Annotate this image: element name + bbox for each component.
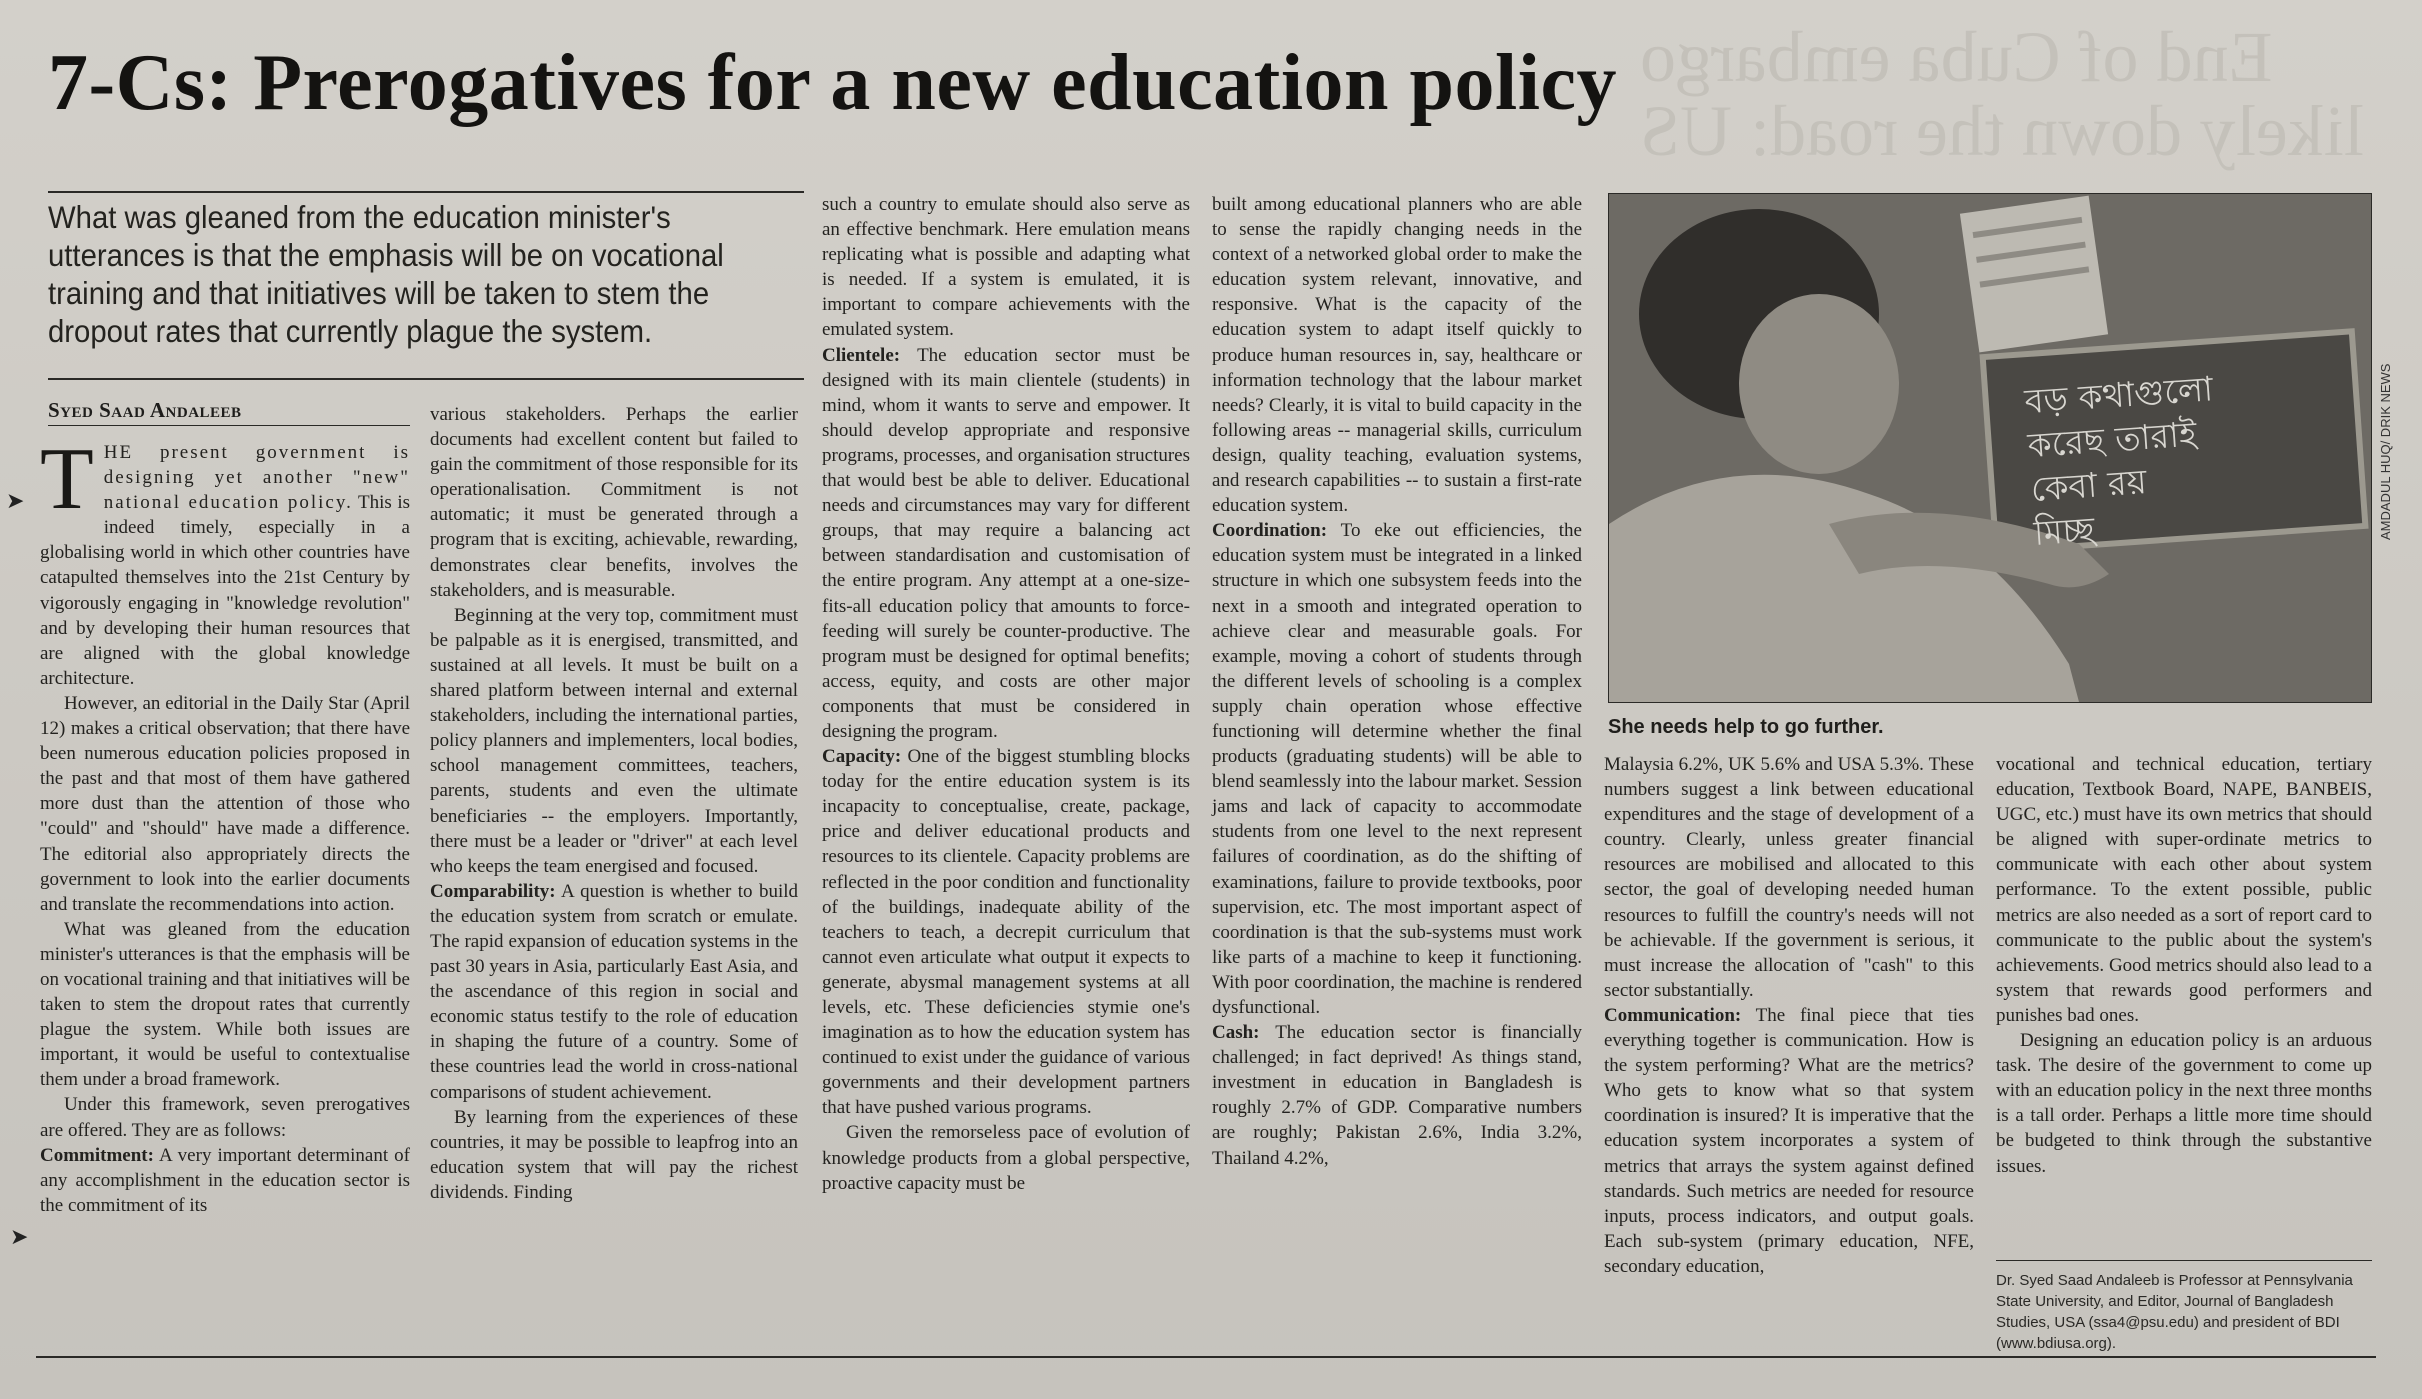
girl-face — [1739, 294, 1899, 474]
slate-line: করেছ তারাই — [2026, 414, 2199, 467]
lead-text: HE present government is designing yet another "new" national education policy. — [103, 442, 410, 514]
article-column-4 — [1212, 192, 1582, 1171]
headline: 7-Cs: Prerogatives for a new education policy — [48, 39, 1617, 127]
paragraph: Beginning at the very top, commitment must be palpable as it is energised, transmitted, and sustained at all levels. It must be built on a shared platform between internal and external stakeholders, including the international parties, policy planners and implementers, local bodies, school management committees, teachers, parents, students and even the ultimate beneficiaries -- the employers. Importantly, there must be a leader or "driver" at each level who keeps the team energised and focused. — [430, 604, 798, 877]
section-label: Communication: — [1604, 1004, 1742, 1026]
slate-line: কেবা রয় — [2029, 462, 2148, 511]
section-label: Capacity: — [822, 746, 902, 768]
byline-rule — [48, 425, 410, 426]
slate-writing — [2023, 358, 2354, 556]
article-column-2 — [430, 402, 798, 1205]
deck-bottom-rule — [48, 378, 804, 380]
paragraph: various stakeholders. Perhaps the earlier documents had excellent content but failed to gain the commitment of those responsible for its operationalisation. Commitment is not automatic; it must be generated through a program that is exciting, achievable, rewarding, demonstrates clear benefits, involves the stakeholders, and is measurable. — [430, 404, 798, 601]
section-label: Clientele: — [822, 344, 901, 366]
paragraph: Under this framework, seven prerogatives are offered. They are as follows: — [40, 1094, 410, 1141]
section-text: One of the biggest stumbling blocks today for the entire education system is its incapacity to conceptualise, create, package, price and deliver educational products and resources to its clientele. Capacity problems are reflected in the poor condition and functionality of the buildings, inadequate ability of the teachers to teach, a decrepit curriculum that cannot even articulate what output it expects to generate, abysmal management systems at all levels, etc. These deficiencies stymie one's imagination as to how the education system has continued to exist under the guidance of various governments and their development partners that have pushed various programs. — [822, 746, 1190, 1119]
section-label: Commitment: — [40, 1144, 154, 1166]
section-text: The education sector must be designed with its main clientele (students) in mind, whom it wants to serve and empower. It should develop appropriate and responsive programs, processes, and organisation structures that would best be able to deliver. Educational needs and circumstances may vary for different groups, that may require a balancing act between standardisation and customisation of the entire program. Any attempt at a one-size-fits-all education policy that amounts to force-feeding will surely be counter-productive. The program must be designed for optimal benefits; access, equity, and costs are other major components that must be considered in designing the program. — [822, 344, 1190, 742]
photo-credit: AMDADUL HUQ/ DRIK NEWS — [2378, 363, 2393, 540]
section-text: A question is whether to build the education system from scratch or emulate. The rapid expansion of education systems in the past 30 years in Asia, particularly East Asia, and the ascendance of this region in social and economic status testify to the role of education in shaping the future of a country. Some of these countries lead the world in cross-national comparisons of student achievement. — [430, 880, 799, 1103]
section-text: The education sector is financially challenged; in fact deprived! As things stand, investment in education in Bangladesh is roughly 2.7% of GDP. Comparative numbers are roughly; Pakistan 2.6%, India 3.2%, Thailand 4.2%, — [1212, 1022, 1582, 1169]
section-text: The final piece that ties everything together is communication. How is the system performing? What are the metrics? Who gets to know what so that system coordination is insured? It is imperative that the education system incorporates a system of metrics that arrays the system against defined standards. Such metrics are needed for resource inputs, process indicators, and output goals. Each sub-system (primary education, NFE, secondary education, — [1604, 1004, 1974, 1277]
section-text: To eke out efficiencies, the education system must be integrated in a linked structure in which one subsystem feeds into the next in a smooth and integrated operation to achieve clear and measurable goals. For example, moving a cohort of students through the different levels of schooling is a complex supply chain operation whose effective functioning will determine whether the final products (graduating students) will be able to blend seamlessly into the labour market. Session jams and lack of capacity to accommodate students from one level to the next represent failures of coordination, as do the shifting of examinations, failure to provide textbooks, poor supervision, etc. The most important aspect of coordination is that the sub-systems must work like parts of a machine to keep it functioning. With poor coordination, the machine is rendered dysfunctional. — [1212, 520, 1582, 1018]
paragraph: built among educational planners who are able to sense the rapidly changing needs in the context of a networked global order to make the education system relevant, innovative, and responsive. What is the capacity of the education system to adapt itself quickly to produce human resources in, say, healthcare or information technology that the labour market needs? Clearly, it is vital to build capacity in the following areas -- managerial skills, curriculum design, quality teaching, evaluation systems, and research capabilities -- to sustain a first-rate education system. — [1212, 194, 1582, 517]
article-column-3 — [822, 192, 1190, 1196]
bio-rule — [1996, 1260, 2372, 1261]
lead-text-rest: This is indeed timely, especially in a globalising world in which other countries have catapulted themselves into the 21st Century by vigorously engaging in "knowledge revolution" and by developing their human resources that are aligned with the global knowledge architecture. — [40, 492, 410, 689]
paragraph: However, an editorial in the Daily Star (April 12) makes a critical observation; that there have been numerous education policies proposed in the past and that most of them have gathered more dust than the attention of those who "could" and "should" have made a difference. The editorial also appropriately directs the government to look into the earlier documents and translate the recommendations into action. — [40, 692, 410, 915]
section-label: Cash: — [1212, 1022, 1260, 1044]
article-column-5 — [1604, 752, 1974, 1279]
bottom-rule — [36, 1356, 2376, 1358]
paragraph — [1212, 518, 1582, 1020]
paragraph: vocational and technical education, tertiary education, Textbook Board, NAPE, BANBEIS, UGC, etc.) must have its own metrics that should be aligned with super-ordinate metrics to communicate with each other about system performance. To the extent possible, public metrics are also needed as a sort of report card to communicate to the public about the system's achievements. Good metrics should also lead to a system that rewards good performers and punishes bad ones. — [1996, 754, 2372, 1026]
paragraph: Given the remorseless pace of evolution of knowledge products from a global perspective, proactive capacity must be — [822, 1122, 1190, 1194]
margin-marker-icon: ➤ — [6, 488, 25, 513]
paragraph: such a country to emulate should also serve as an effective benchmark. Here emulation means replicating what is possible and adapting what is needed. If a system is emulated, it is important to compare achievements with the emulated system. — [822, 194, 1190, 341]
lead-paragraph — [40, 431, 410, 691]
slate-line: বড় কথাগুলো — [2023, 369, 2215, 423]
paragraph — [822, 744, 1190, 1120]
paragraph — [40, 1143, 410, 1218]
photo-girl-writing-on-slate — [1608, 193, 2372, 703]
section-label: Coordination: — [1212, 520, 1328, 542]
deck-pullquote: What was gleaned from the education minister's utterances is that the emphasis will be on vocational training and that initiatives will be taken to stem the dropout rates that currently plague the system. — [48, 199, 724, 349]
section-label: Comparability: — [430, 880, 556, 902]
slate-line: মিচ্ছ — [2032, 509, 2097, 554]
paragraph: What was gleaned from the education minister's utterances is that the emphasis will be on vocational training and that initiatives will be taken to stem the dropout rates that currently plague the system. While both issues are important, it would be useful to contextualise them under a broad framework. — [40, 918, 410, 1091]
bleed-through-headline: End of Cuba embargo likely down the road: US — [1640, 17, 2364, 171]
paragraph — [1604, 1003, 1974, 1279]
paragraph: Malaysia 6.2%, UK 5.6% and USA 5.3%. These numbers suggest a link between educational expenditures and the stage of development of a country. Clearly, unless greater financial resources are mobilised and allocated to this sector, the goal of developing needed human resources to fulfill the country's needs will not be achievable. If the government is serious, it must increase the allocation of "cash" to this sector substantially. — [1604, 754, 1974, 1001]
photo-caption: She needs help to go further. — [1608, 716, 1884, 738]
paragraph: By learning from the experiences of these countries, it may be possible to leapfrog into an education system that will pay the richest dividends. Finding — [430, 1106, 798, 1203]
byline: Syed Saad Andaleeb — [48, 398, 242, 422]
section-text: A very important determinant of any accomplishment in the education sector is the commitment of its — [40, 1144, 410, 1216]
paragraph — [1212, 1020, 1582, 1171]
author-bio: Dr. Syed Saad Andaleeb is Professor at Pennsylvania State University, and Editor, Journal of Bangladesh Studies, USA (ssa4@psu.edu) and president of BDI (www.bdiusa.org). — [1996, 1272, 2353, 1352]
article-column-1 — [40, 431, 410, 1218]
dropcap: T — [40, 431, 94, 528]
paragraph — [430, 879, 798, 1105]
deck-top-rule — [48, 191, 804, 193]
paragraph — [822, 343, 1190, 745]
article-column-6 — [1996, 752, 2372, 1179]
margin-marker-icon: ➤ — [10, 1224, 29, 1249]
paragraph: Designing an education policy is an arduous task. The desire of the government to come up with an education policy in the next three months is a tall order. Perhaps a little more time should be budgeted to think through the substantive issues. — [1996, 1030, 2372, 1177]
